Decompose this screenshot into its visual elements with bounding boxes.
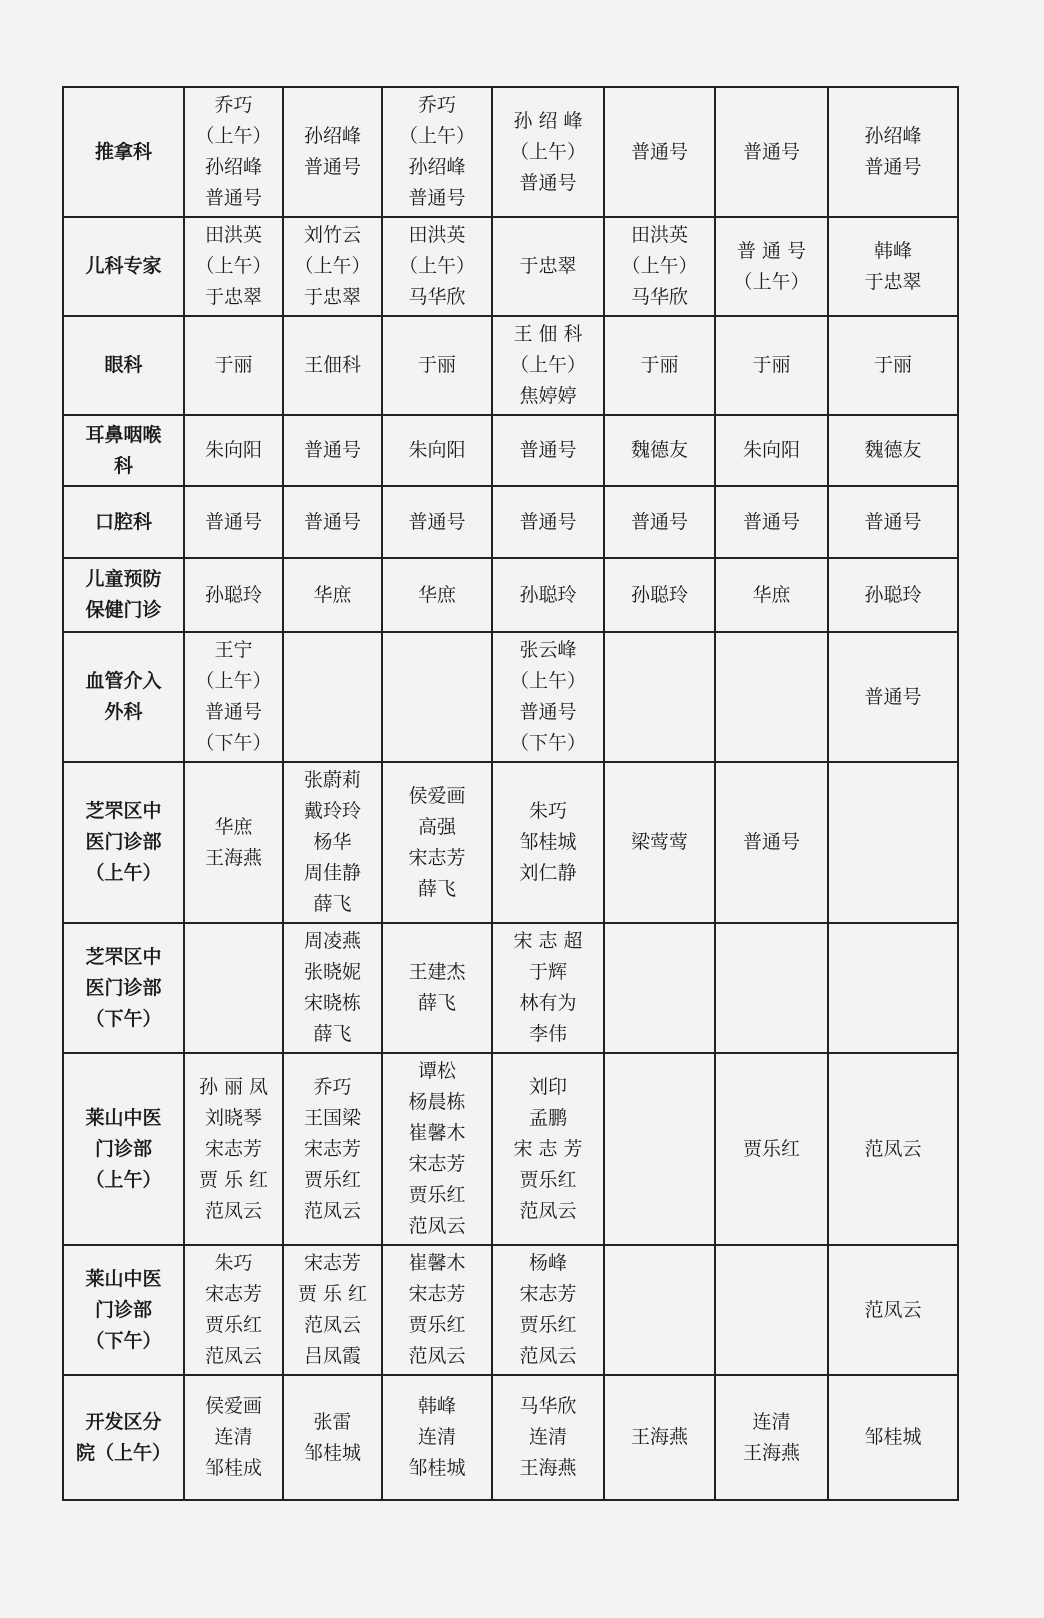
doctor-cell: 普 通 号 （上午）: [715, 217, 828, 316]
department-cell: 芝罘区中 医门诊部 （上午）: [63, 762, 184, 923]
doctor-cell: 崔馨木 宋志芳 贾乐红 范凤云: [382, 1245, 492, 1375]
doctor-cell: [382, 632, 492, 762]
doctor-cell: 韩峰 连清 邹桂城: [382, 1375, 492, 1500]
doctor-cell: [715, 1245, 828, 1375]
doctor-cell: 于丽: [382, 316, 492, 415]
doctor-cell: 贾乐红: [715, 1053, 828, 1245]
schedule-row: [63, 316, 958, 415]
doctor-cell: 华庶 王海燕: [184, 762, 283, 923]
doctor-cell: 孙 丽 凤 刘晓琴 宋志芳 贾 乐 红 范凤云: [184, 1053, 283, 1245]
doctor-cell: 张云峰 （上午） 普通号 （下午）: [492, 632, 604, 762]
doctor-cell: 朱巧 宋志芳 贾乐红 范凤云: [184, 1245, 283, 1375]
department-cell: 莱山中医 门诊部 （下午）: [63, 1245, 184, 1375]
doctor-cell: 普通号: [184, 486, 283, 558]
doctor-cell: 田洪英 （上午） 于忠翠: [184, 217, 283, 316]
doctor-cell: [604, 1245, 715, 1375]
doctor-cell: 于丽: [828, 316, 958, 415]
schedule-row: [63, 486, 958, 558]
doctor-cell: 邹桂城: [828, 1375, 958, 1500]
doctor-cell: 王佃科: [283, 316, 382, 415]
doctor-cell: 乔巧 （上午） 孙绍峰 普通号: [382, 87, 492, 217]
doctor-cell: 华庶: [283, 558, 382, 632]
doctor-cell: 孙聪玲: [828, 558, 958, 632]
doctor-cell: 华庶: [715, 558, 828, 632]
department-cell: 血管介入 外科: [63, 632, 184, 762]
schedule-row: [63, 415, 958, 486]
doctor-cell: 孙绍峰 普通号: [828, 87, 958, 217]
doctor-cell: [828, 762, 958, 923]
doctor-cell: 张雷 邹桂城: [283, 1375, 382, 1500]
doctor-cell: 刘印 孟鹏 宋 志 芳 贾乐红 范凤云: [492, 1053, 604, 1245]
doctor-cell: 普通号: [715, 87, 828, 217]
doctor-cell: 普通号: [492, 486, 604, 558]
schedule-row: [63, 217, 958, 316]
doctor-cell: 谭松 杨晨栋 崔馨木 宋志芳 贾乐红 范凤云: [382, 1053, 492, 1245]
doctor-cell: 王宁 （上午） 普通号 （下午）: [184, 632, 283, 762]
doctor-cell: [828, 923, 958, 1053]
department-cell: 儿科专家: [63, 217, 184, 316]
doctor-cell: 孙聪玲: [492, 558, 604, 632]
schedule-row: [63, 632, 958, 762]
doctor-cell: 普通号: [283, 486, 382, 558]
doctor-cell: 朱巧 邹桂城 刘仁静: [492, 762, 604, 923]
doctor-cell: 宋 志 超 于辉 林有为 李伟: [492, 923, 604, 1053]
doctor-cell: 朱向阳: [715, 415, 828, 486]
doctor-cell: 田洪英 （上午） 马华欣: [604, 217, 715, 316]
doctor-cell: 田洪英 （上午） 马华欣: [382, 217, 492, 316]
schedule-row: [63, 923, 958, 1053]
doctor-cell: 侯爱画 连清 邹桂成: [184, 1375, 283, 1500]
department-cell: 耳鼻咽喉 科: [63, 415, 184, 486]
schedule-row: [63, 87, 958, 217]
department-cell: 推拿科: [63, 87, 184, 217]
doctor-cell: 侯爱画 高强 宋志芳 薛飞: [382, 762, 492, 923]
doctor-cell: [604, 923, 715, 1053]
department-cell: 莱山中医 门诊部 （上午）: [63, 1053, 184, 1245]
doctor-cell: 乔巧 王国梁 宋志芳 贾乐红 范凤云: [283, 1053, 382, 1245]
doctor-cell: 魏德友: [604, 415, 715, 486]
doctor-cell: [184, 923, 283, 1053]
doctor-cell: 普通号: [715, 486, 828, 558]
doctor-cell: 孙绍峰 普通号: [283, 87, 382, 217]
doctor-cell: 宋志芳 贾 乐 红 范凤云 吕凤霞: [283, 1245, 382, 1375]
doctor-cell: 王海燕: [604, 1375, 715, 1500]
doctor-cell: 孙聪玲: [184, 558, 283, 632]
doctor-cell: 马华欣 连清 王海燕: [492, 1375, 604, 1500]
department-cell: 开发区分 院（上午）: [63, 1375, 184, 1500]
doctor-cell: 孙 绍 峰 （上午） 普通号: [492, 87, 604, 217]
doctor-cell: 普通号: [715, 762, 828, 923]
doctor-cell: 杨峰 宋志芳 贾乐红 范凤云: [492, 1245, 604, 1375]
doctor-cell: [715, 923, 828, 1053]
doctor-cell: 朱向阳: [184, 415, 283, 486]
doctor-cell: 连清 王海燕: [715, 1375, 828, 1500]
schedule-row: [63, 558, 958, 632]
schedule-row: [63, 1245, 958, 1375]
doctor-cell: 范凤云: [828, 1053, 958, 1245]
doctor-cell: 普通号: [828, 486, 958, 558]
department-cell: 芝罘区中 医门诊部 （下午）: [63, 923, 184, 1053]
doctor-cell: 普通号: [492, 415, 604, 486]
department-cell: 儿童预防 保健门诊: [63, 558, 184, 632]
doctor-cell: 魏德友: [828, 415, 958, 486]
clinic-schedule-table: [62, 86, 959, 1501]
schedule-row: [63, 762, 958, 923]
doctor-cell: [604, 1053, 715, 1245]
doctor-cell: 普通号: [828, 632, 958, 762]
department-cell: 眼科: [63, 316, 184, 415]
doctor-cell: 乔巧 （上午） 孙绍峰 普通号: [184, 87, 283, 217]
doctor-cell: 孙聪玲: [604, 558, 715, 632]
doctor-cell: 张蔚莉 戴玲玲 杨华 周佳静 薛飞: [283, 762, 382, 923]
doctor-cell: 普通号: [283, 415, 382, 486]
doctor-cell: 于忠翠: [492, 217, 604, 316]
doctor-cell: 于丽: [184, 316, 283, 415]
doctor-cell: [604, 632, 715, 762]
doctor-cell: 王 佃 科 （上午） 焦婷婷: [492, 316, 604, 415]
schedule-row: [63, 1375, 958, 1500]
schedule-row: [63, 1053, 958, 1245]
doctor-cell: [715, 632, 828, 762]
doctor-cell: 范凤云: [828, 1245, 958, 1375]
doctor-cell: 于丽: [715, 316, 828, 415]
doctor-cell: 朱向阳: [382, 415, 492, 486]
doctor-cell: 华庶: [382, 558, 492, 632]
doctor-cell: [283, 632, 382, 762]
doctor-cell: 普通号: [604, 87, 715, 217]
doctor-cell: 于丽: [604, 316, 715, 415]
doctor-cell: 周凌燕 张晓妮 宋晓栋 薛飞: [283, 923, 382, 1053]
doctor-cell: 刘竹云 （上午） 于忠翠: [283, 217, 382, 316]
department-cell: 口腔科: [63, 486, 184, 558]
doctor-cell: 韩峰 于忠翠: [828, 217, 958, 316]
doctor-cell: 王建杰 薛飞: [382, 923, 492, 1053]
doctor-cell: 梁莺莺: [604, 762, 715, 923]
doctor-cell: 普通号: [604, 486, 715, 558]
doctor-cell: 普通号: [382, 486, 492, 558]
